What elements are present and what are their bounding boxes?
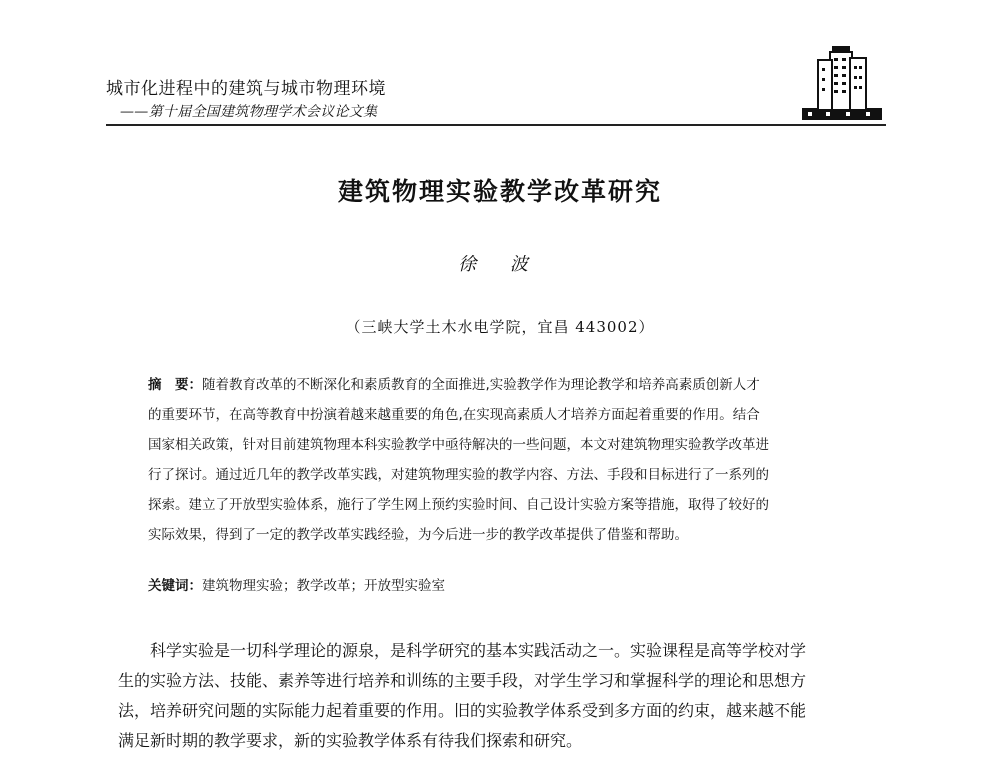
author-affiliation: （三峡大学土木水电学院，宜昌 443002） [345,318,655,336]
body-paragraph [118,636,890,756]
abstract-line: 的重要环节，在高等教育中扮演着越来越重要的角色,在实现高素质人才培养方面起着重要的作用。结合 [148,407,760,423]
author-name: 徐 波 [458,254,542,275]
keywords-label: 关键词： [148,578,202,594]
abstract-line: 探索。建立了开放型实验体系，施行了学生网上预约实验时间、自己设计实验方案等措施，取得了较好的 [148,497,769,513]
body-line-text: 科学实验是一切科学理论的源泉，是科学研究的基本实践活动之一。实验课程是高等学校对学 [150,641,807,660]
abstract-line [148,370,856,400]
building-logo-icon [796,44,886,126]
abstract-label: 摘 要： [148,377,202,393]
body-line: 法，培养研究问题的实际能力起着重要的作用。旧的实验教学体系受到多方面的约束，越来越不能 [118,701,807,720]
body-line [118,636,890,666]
abstract-line: 实际效果，得到了一定的教学改革实践经验，为今后进一步的教学改革提供了借鉴和帮助。 [148,527,688,543]
body-line: 生的实验方法、技能、素养等进行培养和训练的主要手段，对学生学习和掌握科学的理论和思想方 [118,671,807,690]
abstract-line: 国家相关政策，针对目前建筑物理本科实验教学中亟待解决的一些问题，本文对建筑物理实验教学改革进 [148,437,769,453]
header-rule [106,124,886,126]
abstract-line: 行了探讨。通过近几年的教学改革实践，对建筑物理实验的教学内容、方法、手段和目标进行了一系列的 [148,467,769,483]
abstract [148,370,856,550]
abstract-text: 随着教育改革的不断深化和素质教育的全面推进,实验教学作为理论教学和培养高素质创新人才 [202,377,760,393]
proceedings-subtitle: ——第十届全国建筑物理学术会议论文集 [120,104,378,120]
keywords-text: 建筑物理实验；教学改革；开放型实验室 [202,578,445,594]
series-title: 城市化进程中的建筑与城市物理环境 [106,79,386,99]
keywords [148,574,445,594]
paper-title: 建筑物理实验教学改革研究 [337,177,662,206]
body-line: 满足新时期的教学要求，新的实验教学体系有待我们探索和研究。 [118,731,583,750]
